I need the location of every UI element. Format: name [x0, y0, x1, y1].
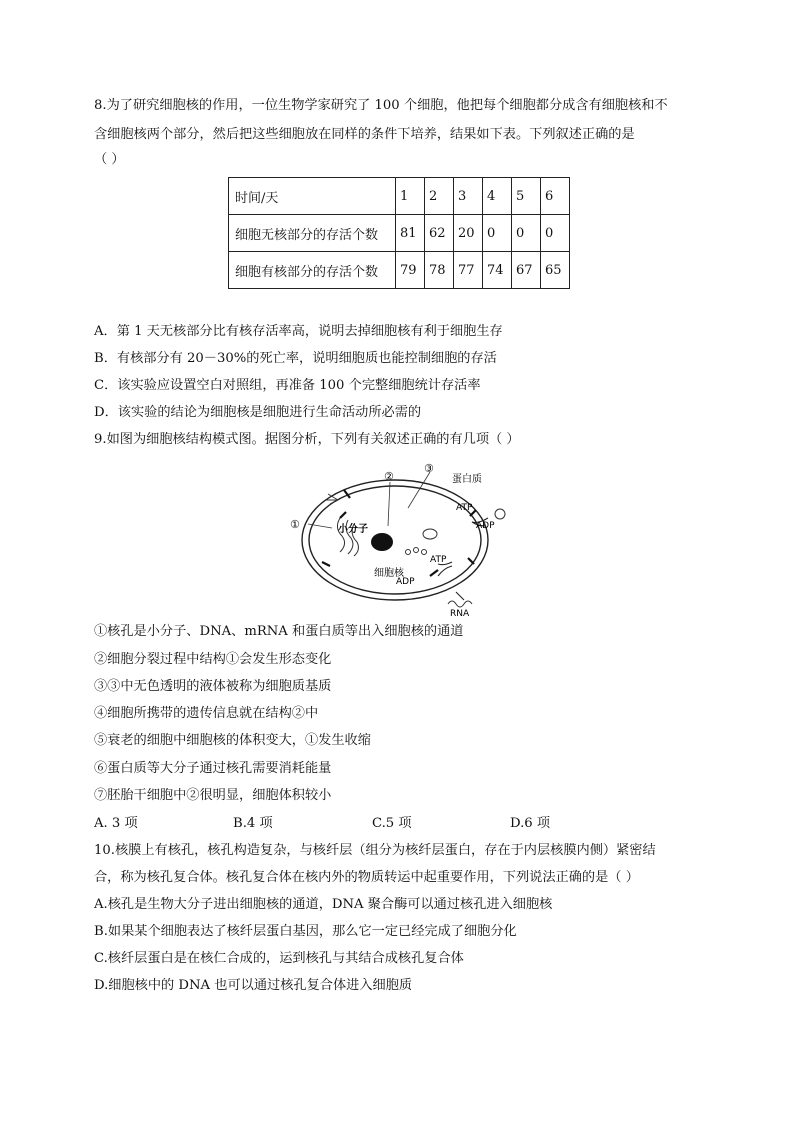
q9-statement-4: ④细胞所携带的遗传信息就在结构②中	[94, 706, 319, 721]
table-cell: 4	[483, 178, 512, 215]
q8-option-d: D．该实验的结论为细胞核是细胞进行生命活动所必需的	[94, 405, 422, 420]
table-cell: 3	[454, 178, 483, 215]
nucleus-structure-diagram	[280, 458, 520, 618]
q9-statement-3: ③③中无色透明的液体被称为细胞质基质	[94, 679, 332, 694]
q9-statement-5: ⑤衰老的细胞中细胞核的体积变大，①发生收缩	[94, 733, 371, 748]
outer-membrane	[302, 480, 488, 600]
q10-option-c: C.核纤层蛋白是在核仁合成的，运到核孔与其结合成核孔复合体	[94, 951, 464, 966]
q8-stem-line2: 含细胞核两个部分，然后把这些细胞放在同样的条件下培养，结果如下表。下列叙述正确的是	[94, 127, 635, 142]
q10-option-a: A.核孔是生物大分子进出细胞核的通道，DNA 聚合酶可以通过核孔进入细胞核	[94, 897, 553, 912]
q8-stem-line1: 8.为了研究细胞核的作用，一位生物学家研究了 100 个细胞，他把每个细胞都分成含有细胞核和不	[94, 98, 668, 113]
table-cell: 5	[512, 178, 541, 215]
q10-option-d: D.细胞核中的 DNA 也可以通过核孔复合体进入细胞质	[94, 978, 413, 993]
label-rna: RNA	[450, 609, 470, 618]
table-cell: 67	[512, 252, 541, 289]
q8-answer-blank: （ ）	[94, 152, 125, 167]
label-2: ②	[384, 470, 394, 483]
table-cell: 0	[483, 215, 512, 252]
q9-option-c: C.5 项	[372, 816, 412, 831]
q8-option-b: B．有核部分有 20－30%的死亡率，说明细胞质也能控制细胞的存活	[94, 351, 497, 366]
q9-option-b: B.4 项	[233, 816, 273, 831]
table-row	[229, 215, 570, 252]
table-cell: 62	[425, 215, 454, 252]
table-cell: 6	[541, 178, 570, 215]
label-3: ③	[424, 462, 434, 475]
q10-stem-line2: 合，称为核孔复合体。核孔复合体在核内外的物质转运中起重要作用，下列说法正确的是（ ）	[94, 870, 639, 885]
q9-statement-6: ⑥蛋白质等大分子通过核孔需要消耗能量	[94, 761, 332, 776]
label-atp-bottom: ATP	[430, 555, 447, 565]
table-cell: 79	[396, 252, 425, 289]
label-1: ①	[290, 518, 300, 531]
table-cell: 81	[396, 215, 425, 252]
label-protein: 蛋白质	[452, 474, 482, 485]
q10-stem-line1: 10.核膜上有核孔，核孔构造复杂，与核纤层（组分为核纤层蛋白，存在于内层核膜内侧）紧密结	[94, 843, 656, 858]
label-nucleus: 细胞核	[374, 568, 404, 579]
label-small-molecule: 小分子	[338, 524, 368, 535]
table-cell: 时间/天	[229, 178, 396, 215]
label-atp-top: ATP	[456, 503, 473, 513]
table-cell: 细胞有核部分的存活个数	[229, 252, 396, 289]
q8-option-a: A．第 1 天无核部分比有核存活率高，说明去掉细胞核有利于细胞生存	[94, 324, 503, 339]
table-cell: 65	[541, 252, 570, 289]
table-cell: 77	[454, 252, 483, 289]
q9-stem: 9.如图为细胞核结构模式图。据图分析，下列有关叙述正确的有几项（ ）	[94, 432, 520, 447]
q8-option-c: C．该实验应设置空白对照组，再准备 100 个完整细胞统计存活率	[94, 378, 481, 393]
table-cell: 78	[425, 252, 454, 289]
table-cell: 20	[454, 215, 483, 252]
table-row	[229, 178, 570, 215]
q9-statement-7: ⑦胚胎干细胞中②很明显，细胞体积较小	[94, 788, 332, 803]
q10-option-b: B.如果某个细胞表达了核纤层蛋白基因，那么它一定已经完成了细胞分化	[94, 924, 517, 939]
label-adp-top: ADP	[476, 521, 495, 531]
table-cell: 0	[541, 215, 570, 252]
q9-option-d: D.6 项	[510, 816, 551, 831]
q9-statement-1: ①核孔是小分子、DNA、mRNA 和蛋白质等出入细胞核的通道	[94, 624, 464, 639]
table-cell: 细胞无核部分的存活个数	[229, 215, 396, 252]
table-cell: 74	[483, 252, 512, 289]
table-row	[229, 252, 570, 289]
table-cell: 2	[425, 178, 454, 215]
table-cell: 0	[512, 215, 541, 252]
vesicle	[423, 529, 437, 539]
table-cell: 1	[396, 178, 425, 215]
q9-option-a: A. 3 项	[94, 816, 138, 831]
q9-statement-2: ②细胞分裂过程中结构①会发生形态变化	[94, 652, 332, 667]
q8-data-table	[228, 177, 570, 289]
nucleolus	[371, 533, 393, 551]
label-adp-bottom: ADP	[396, 577, 415, 587]
